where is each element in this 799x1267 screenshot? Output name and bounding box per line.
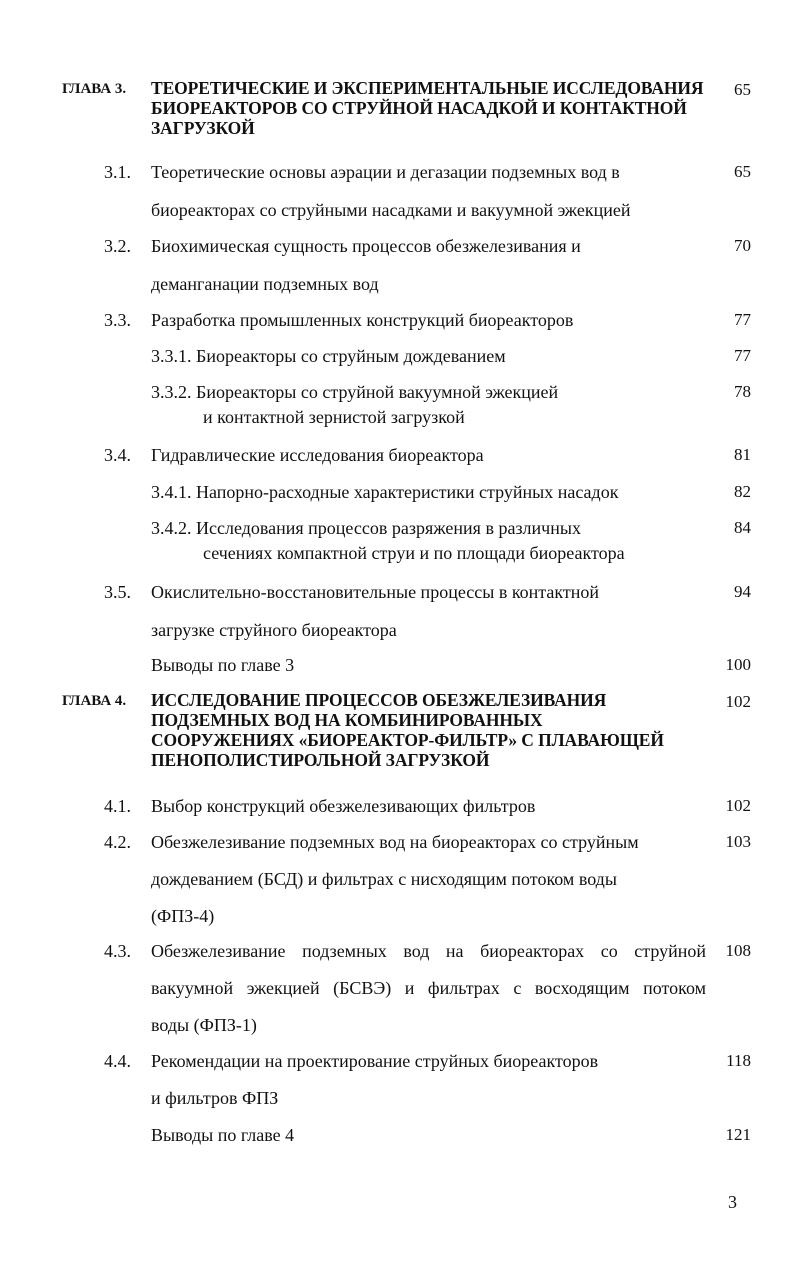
section-number: 3.5.: [104, 582, 131, 602]
page-ref: 65: [734, 80, 751, 99]
page-ref: 82: [734, 482, 751, 501]
page-ref: 77: [734, 346, 751, 365]
chapter-title: ИССЛЕДОВАНИЕ ПРОЦЕССОВ ОБЕЗЖЕЛЕЗИВАНИЯ ПОДЗЕМНЫХ ВОД НА КОМБИНИРОВАННЫХ СООРУЖЕНИЯХ «БИОРЕАКТОР-ФИЛЬТР» С ПЛАВАЮЩЕЙ ПЕНОПОЛИСТИРОЛЬНОЙ ЗАГРУЗКОЙ: [151, 690, 664, 770]
subsection-title: 3.3.1. Биореакторы со струйным дождеванием: [151, 346, 506, 366]
page-ref: 118: [726, 1051, 751, 1070]
conclusions-title: Выводы по главе 3: [151, 655, 295, 675]
page-ref: 108: [725, 941, 751, 960]
page-ref: 102: [725, 796, 751, 815]
section-number: 3.2.: [104, 236, 131, 256]
page-ref: 94: [734, 582, 751, 601]
subsection-title: 3.4.2. Исследования процессов разряжения в различных сечениях компактной струи и по площади биореактора: [151, 518, 625, 563]
subsection-title: 3.3.2. Биореакторы со струйной вакуумной эжекцией и контактной зернистой загрузкой: [151, 382, 559, 427]
section-title: Теоретические основы аэрации и дегазации подземных вод в биореакторах со струйными насадками и вакуумной эжекцией: [151, 162, 631, 220]
section-number: 4.1.: [104, 796, 131, 816]
section-number: 3.1.: [104, 162, 131, 182]
section-number: 3.3.: [104, 310, 131, 330]
section-number: 4.2.: [104, 832, 131, 852]
section-title: Выбор конструкций обезжелезивающих фильтров: [151, 796, 536, 816]
section-number: 4.3.: [104, 941, 131, 961]
page-ref: 81: [734, 445, 751, 464]
section-title: Рекомендации на проектирование струйных биореакторов и фильтров ФПЗ: [151, 1051, 599, 1108]
subsection-title: 3.4.1. Напорно-расходные характеристики струйных насадок: [151, 482, 619, 502]
section-number: 4.4.: [104, 1051, 131, 1071]
page-ref: 78: [734, 382, 751, 401]
page-ref: 100: [725, 655, 751, 674]
section-title: Обезжелезивание подземных вод на биореакторах со струйным дождеванием (БСД) и фильтрах с нисходящим потоком воды (ФПЗ-4): [151, 832, 639, 926]
section-title: Окислительно-восстановительные процессы в контактной загрузке струйного биореактора: [151, 582, 600, 640]
section-number: 3.4.: [104, 445, 131, 465]
chapter-title: ТЕОРЕТИЧЕСКИЕ И ЭКСПЕРИМЕНТАЛЬНЫЕ ИССЛЕДОВАНИЯ БИОРЕАКТОРОВ СО СТРУЙНОЙ НАСАДКОЙ И КОНТАКТНОЙ ЗАГРУЗКОЙ: [151, 78, 704, 138]
page-ref: 103: [725, 832, 751, 851]
page-ref: 77: [734, 310, 751, 329]
section-title: Обезжелезивание подземных вод на биореакторах со струйной вакуумной эжекцией (БСВЭ) и фильтрах с восходящим потоком воды (ФПЗ-1): [151, 941, 706, 1035]
chapter-number: ГЛАВА 4.: [62, 693, 127, 709]
page-ref: 102: [725, 692, 751, 711]
page-number: 3: [728, 1192, 737, 1212]
page-ref: 65: [734, 162, 751, 181]
page-ref: 84: [734, 518, 751, 537]
page-ref: 70: [734, 236, 751, 255]
page-ref: 121: [725, 1125, 751, 1144]
chapter-number: ГЛАВА 3.: [62, 81, 127, 97]
section-title: Биохимическая сущность процессов обезжелезивания и деманганации подземных вод: [151, 236, 581, 294]
conclusions-title: Выводы по главе 4: [151, 1125, 295, 1145]
section-title: Разработка промышленных конструкций биореакторов: [151, 310, 574, 330]
section-title: Гидравлические исследования биореактора: [151, 445, 484, 465]
